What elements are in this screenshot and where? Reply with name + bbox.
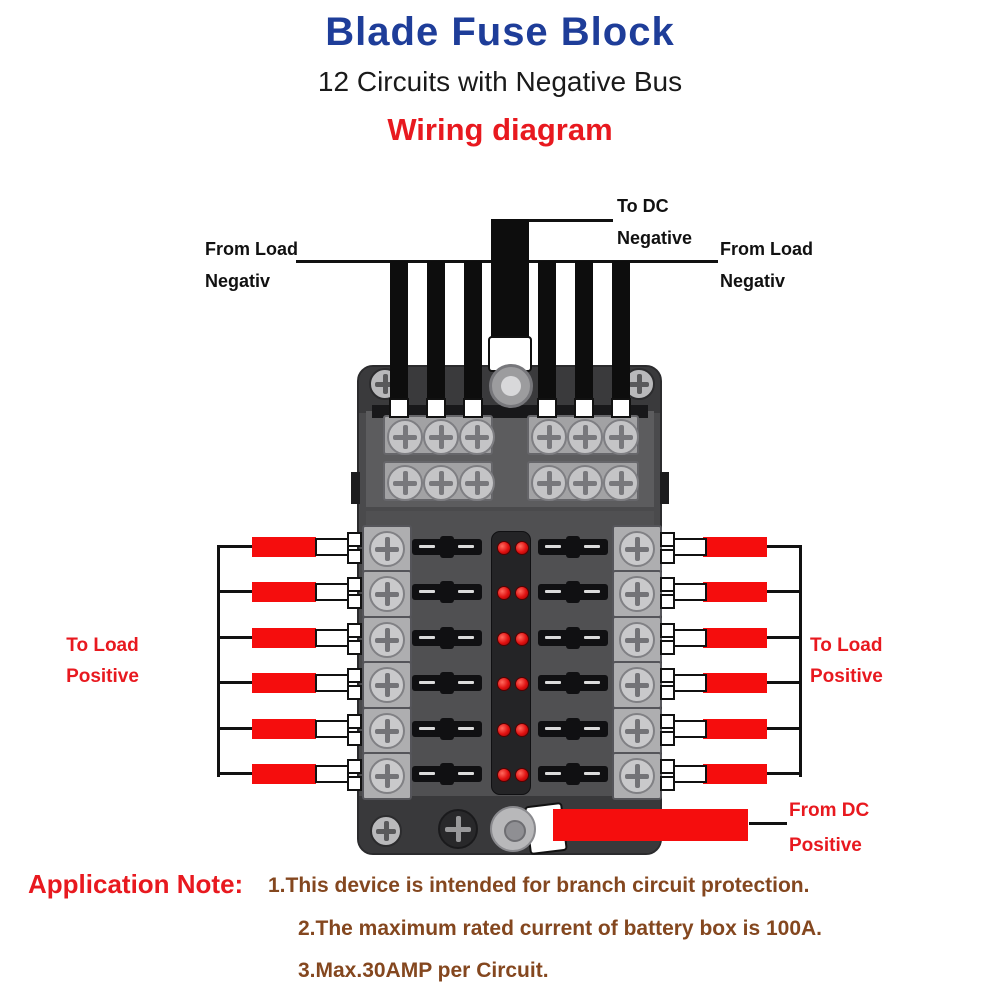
label-to-load-left <box>0 630 205 692</box>
led-indicator <box>497 541 511 555</box>
load-wire-tip-right <box>673 720 707 738</box>
blade-fuse-right-marking <box>545 772 561 775</box>
label-from-dc-positive <box>789 793 869 863</box>
load-wire-tip-right <box>673 765 707 783</box>
load-wire-tip-right <box>673 629 707 647</box>
load-wire-stub-left <box>217 545 253 548</box>
negative-bus-screw-slot <box>619 471 624 494</box>
circuit-screw-right-slot <box>635 764 640 787</box>
load-wire-stub-left <box>217 772 253 775</box>
edge-connector-left <box>347 731 362 746</box>
feed-wire-tip <box>574 398 594 418</box>
edge-connector-left <box>347 759 362 774</box>
load-wire-tip-right <box>673 583 707 601</box>
negative-bottom-screw <box>438 809 478 849</box>
negative-bus-screw <box>423 419 459 455</box>
blade-fuse-left-bridge <box>440 581 454 603</box>
edge-connector-left <box>347 623 362 638</box>
label-to-load-left-line1: To Load <box>66 635 139 656</box>
circuit-screw-left-slot <box>385 673 390 696</box>
edge-connector-right <box>660 549 675 564</box>
negative-bus-screw-slot <box>403 471 408 494</box>
edge-connector-left <box>347 685 362 700</box>
circuit-screw-right <box>619 531 655 567</box>
negative-bus-screw-slot <box>475 425 480 448</box>
blade-fuse-left-marking <box>419 590 435 593</box>
feed-wire <box>612 261 630 403</box>
edge-connector-left <box>347 594 362 609</box>
label-from-load-right-line2: Negativ <box>720 271 786 291</box>
blade-fuse-left-marking <box>458 636 474 639</box>
circuit-screw-right-slot <box>635 673 640 696</box>
load-wire-tip-left <box>315 583 349 601</box>
blade-fuse-right-bridge <box>566 718 580 740</box>
load-wire-tip-left <box>315 765 349 783</box>
feed-wire <box>464 261 482 403</box>
pointer-line-to-dc <box>528 219 613 222</box>
pointer-line-from-dc <box>749 822 787 825</box>
blade-fuse-left-marking <box>458 772 474 775</box>
blade-fuse-right-marking <box>545 727 561 730</box>
label-from-load-right-line1: From Load <box>720 239 813 259</box>
blade-fuse-right-marking <box>545 636 561 639</box>
blade-fuse-left-bridge <box>440 672 454 694</box>
feed-wire <box>390 261 408 403</box>
load-wire-stub-left <box>217 636 253 639</box>
label-to-load-right-line2: Positive <box>810 666 883 687</box>
dc-negative-wire <box>491 219 529 344</box>
edge-connector-left <box>347 714 362 729</box>
page-subtitle: 12 Circuits with Negative Bus <box>317 66 683 97</box>
load-wire-tip-left <box>315 629 349 647</box>
label-from-dc-positive-line1: From DC <box>789 800 870 821</box>
load-wire-stub-right <box>767 636 802 639</box>
load-wire-red-left <box>252 582 316 602</box>
load-wire-tip-right <box>673 674 707 692</box>
negative-bus-screw <box>567 465 603 501</box>
negative-bus-screw <box>387 465 423 501</box>
blade-fuse-left-marking <box>458 681 474 684</box>
feed-wire <box>575 261 593 403</box>
circuit-screw-right-slot <box>635 537 640 560</box>
edge-connector-left <box>347 577 362 592</box>
dc-positive-wire <box>553 809 748 841</box>
edge-connector-left <box>347 532 362 547</box>
load-wire-red-left <box>252 719 316 739</box>
negative-bus-screw-slot <box>583 425 588 448</box>
edge-connector-right <box>660 577 675 592</box>
blade-fuse-right-bridge <box>566 763 580 785</box>
load-wire-red-right <box>703 673 767 693</box>
circuit-screw-left <box>369 622 405 658</box>
led-indicator <box>497 768 511 782</box>
negative-bus-screw-slot <box>547 471 552 494</box>
led-indicator <box>515 541 529 555</box>
corner-screw-top-left-slot <box>383 374 388 394</box>
blade-fuse-right-bridge <box>566 627 580 649</box>
corner-screw-top-right-slot <box>637 374 642 394</box>
led-indicator <box>515 632 529 646</box>
load-wire-stub-right <box>767 772 802 775</box>
positive-stud-terminal <box>490 806 536 852</box>
led-indicator-strip <box>491 531 531 795</box>
blade-fuse-left-bridge <box>440 763 454 785</box>
edge-connector-right <box>660 759 675 774</box>
circuit-screw-right-slot <box>635 582 640 605</box>
feed-wire <box>538 261 556 403</box>
load-wire-tip-right <box>673 538 707 556</box>
load-wire-red-right <box>703 719 767 739</box>
load-wire-tip-left <box>315 720 349 738</box>
negative-bus-screw-slot <box>439 471 444 494</box>
led-indicator <box>515 586 529 600</box>
load-wire-red-left <box>252 673 316 693</box>
page-title: Blade Fuse Block <box>325 10 675 54</box>
negative-bus-screw-slot <box>475 471 480 494</box>
blade-fuse-right-marking <box>584 727 600 730</box>
feed-wire-tip <box>389 398 409 418</box>
edge-connector-right <box>660 714 675 729</box>
circuit-screw-right <box>619 576 655 612</box>
blade-fuse-left-bridge <box>440 718 454 740</box>
led-indicator <box>497 632 511 646</box>
led-indicator <box>497 677 511 691</box>
negative-stud-terminal <box>489 364 533 408</box>
load-wire-stub-right <box>767 681 802 684</box>
circuit-screw-left-slot <box>385 628 390 651</box>
negative-bus-screw-slot <box>583 471 588 494</box>
edge-connector-right <box>660 731 675 746</box>
blade-fuse-right-marking <box>584 545 600 548</box>
negative-stud-inner <box>501 376 521 396</box>
mount-tab-left <box>351 472 360 504</box>
blade-fuse-right-marking <box>584 636 600 639</box>
edge-connector-left <box>347 776 362 791</box>
edge-connector-right <box>660 776 675 791</box>
led-indicator <box>497 586 511 600</box>
label-to-dc-negative-line2: Negative <box>617 228 693 248</box>
label-to-dc-negative <box>617 190 692 254</box>
feed-wire-tip <box>537 398 557 418</box>
negative-bus-screw-slot <box>439 425 444 448</box>
circuit-screw-left-slot <box>385 537 390 560</box>
label-to-load-left-line2: Positive <box>66 666 139 687</box>
edge-connector-right <box>660 532 675 547</box>
blade-fuse-right-bridge <box>566 672 580 694</box>
led-indicator <box>497 723 511 737</box>
feed-wire-tip <box>426 398 446 418</box>
blade-fuse-right-bridge <box>566 536 580 558</box>
blade-fuse-left-marking <box>419 727 435 730</box>
edge-connector-right <box>660 668 675 683</box>
blade-fuse-right-marking <box>545 545 561 548</box>
blade-fuse-right-marking <box>584 681 600 684</box>
circuit-screw-left <box>369 531 405 567</box>
load-wire-tip-left <box>315 538 349 556</box>
edge-connector-right <box>660 594 675 609</box>
label-from-load-left-line2: Negativ <box>205 271 271 291</box>
label-from-load-left <box>205 233 298 297</box>
circuit-screw-left <box>369 576 405 612</box>
negative-bus-screw-slot <box>403 425 408 448</box>
load-wire-tip-left <box>315 674 349 692</box>
circuit-screw-left <box>369 713 405 749</box>
circuit-screw-left-slot <box>385 582 390 605</box>
label-to-load-right <box>810 630 883 692</box>
edge-connector-left <box>347 640 362 655</box>
application-note-heading: Application Note: <box>28 869 244 899</box>
application-note-3: 3.Max.30AMP per Circuit. <box>298 959 549 982</box>
feed-wire-tip <box>463 398 483 418</box>
negative-bus-screw <box>387 419 423 455</box>
blade-fuse-left-marking <box>419 636 435 639</box>
label-to-dc-negative-line1: To DC <box>617 196 669 216</box>
negative-bus-screw <box>603 465 639 501</box>
circuit-screw-right-slot <box>635 628 640 651</box>
negative-bus-screw-slot <box>547 425 552 448</box>
application-note-1: 1.This device is intended for branch circuit protection. <box>268 874 810 897</box>
load-wire-stub-left <box>217 727 253 730</box>
edge-connector-right <box>660 623 675 638</box>
edge-connector-right <box>660 640 675 655</box>
load-wire-stub-right <box>767 727 802 730</box>
load-wire-red-left <box>252 537 316 557</box>
circuit-screw-left <box>369 667 405 703</box>
label-from-load-right <box>720 233 813 297</box>
positive-stud-inner <box>504 820 526 842</box>
led-indicator <box>515 723 529 737</box>
negative-bus-screw <box>603 419 639 455</box>
circuit-screw-right <box>619 713 655 749</box>
blade-fuse-left-marking <box>458 545 474 548</box>
mount-tab-right <box>660 472 669 504</box>
application-note-2: 2.The maximum rated current of battery box is 100A. <box>298 917 822 940</box>
label-from-dc-positive-line2: Positive <box>789 835 862 856</box>
circuit-screw-right <box>619 758 655 794</box>
feed-wire-tip <box>611 398 631 418</box>
blade-fuse-right-marking <box>584 590 600 593</box>
blade-fuse-left-bridge <box>440 627 454 649</box>
negative-bus-screw-slot <box>619 425 624 448</box>
negative-bus-screw <box>459 419 495 455</box>
edge-connector-left <box>347 668 362 683</box>
corner-screw-bottom-left <box>370 815 402 847</box>
circuit-screw-right <box>619 667 655 703</box>
circuit-screw-left <box>369 758 405 794</box>
feed-wire <box>427 261 445 403</box>
blade-fuse-left-marking <box>458 590 474 593</box>
negative-bus-screw <box>531 465 567 501</box>
load-wire-red-right <box>703 628 767 648</box>
blade-fuse-left-marking <box>419 545 435 548</box>
negative-bus-screw <box>459 465 495 501</box>
negative-bus-screw <box>423 465 459 501</box>
corner-screw-bottom-left-slot <box>384 821 389 841</box>
blade-fuse-right-bridge <box>566 581 580 603</box>
led-indicator <box>515 677 529 691</box>
label-to-load-right-line1: To Load <box>810 635 883 656</box>
load-wire-stub-right <box>767 545 802 548</box>
load-wire-stub-right <box>767 590 802 593</box>
negative-bottom-screw-slot <box>456 816 461 842</box>
load-bus-line-left <box>217 545 220 777</box>
load-wire-red-right <box>703 764 767 784</box>
blade-fuse-left-marking <box>419 772 435 775</box>
load-wire-stub-left <box>217 681 253 684</box>
blade-fuse-right-marking <box>584 772 600 775</box>
diagram-title: Wiring diagram <box>387 112 613 147</box>
circuit-screw-right-slot <box>635 719 640 742</box>
load-wire-red-right <box>703 537 767 557</box>
load-wire-red-left <box>252 628 316 648</box>
circuit-screw-right <box>619 622 655 658</box>
label-from-load-left-line1: From Load <box>205 239 298 259</box>
negative-bus-screw <box>567 419 603 455</box>
blade-fuse-right-marking <box>545 590 561 593</box>
load-wire-stub-left <box>217 590 253 593</box>
circuit-screw-left-slot <box>385 764 390 787</box>
led-indicator <box>515 768 529 782</box>
negative-bus-screw <box>531 419 567 455</box>
load-wire-red-right <box>703 582 767 602</box>
blade-fuse-right-marking <box>545 681 561 684</box>
load-bus-line-right <box>799 545 802 777</box>
edge-connector-right <box>660 685 675 700</box>
circuit-screw-left-slot <box>385 719 390 742</box>
blade-fuse-left-marking <box>419 681 435 684</box>
load-wire-red-left <box>252 764 316 784</box>
edge-connector-left <box>347 549 362 564</box>
blade-fuse-left-bridge <box>440 536 454 558</box>
blade-fuse-left-marking <box>458 727 474 730</box>
